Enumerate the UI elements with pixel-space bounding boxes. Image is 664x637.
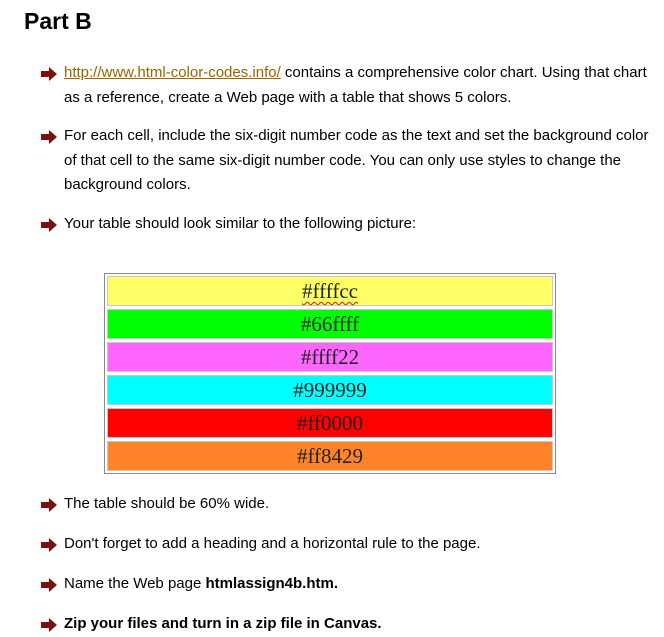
bullet-heading-rule <box>40 532 660 557</box>
bullet-4-text: The table should be 60% wide. <box>64 495 270 512</box>
arrow-bullet-icon <box>40 498 58 512</box>
bullet-cell-instructions <box>40 124 660 198</box>
bullet-table-picture <box>40 212 660 237</box>
arrow-bullet-icon <box>40 130 58 144</box>
color-row <box>107 441 553 471</box>
bullet-1-text: contains a comprehensive color chart. Using that chart as a reference, create a Web page with a table that shows 5 colors. <box>64 64 647 106</box>
arrow-bullet-icon <box>40 618 58 632</box>
arrow-bullet-icon <box>40 538 58 552</box>
color-code: #66ffff <box>300 312 360 336</box>
color-row <box>107 375 553 405</box>
color-row <box>107 408 553 438</box>
color-code: #999999 <box>293 378 367 402</box>
color-code: #ff8429 <box>296 444 364 468</box>
color-code: #ffff22 <box>300 345 360 369</box>
bullet-3-text: Your table should look similar to the following picture: <box>64 215 417 232</box>
page-title: Part B <box>24 8 92 34</box>
bullet-zip-submit <box>40 612 660 637</box>
color-row <box>107 276 553 306</box>
color-code: #ffffcc <box>302 279 358 303</box>
bullet-filename <box>40 572 660 597</box>
bullet-5-text: Don't forget to add a heading and a horizontal rule to the page. <box>64 535 481 552</box>
bullet-7-text: Zip your files and turn in a zip file in Canvas. <box>64 615 382 632</box>
bullet-table-width <box>40 492 660 517</box>
filename: htmlassign4b.htm. <box>205 575 339 592</box>
bullet-6-prefix: Name the Web page <box>64 575 206 592</box>
arrow-bullet-icon <box>40 67 58 81</box>
color-codes-link[interactable]: http://www.html-color-codes.info/ <box>64 64 281 81</box>
arrow-bullet-icon <box>40 578 58 592</box>
color-row <box>107 342 553 372</box>
color-table <box>104 273 556 474</box>
arrow-bullet-icon <box>40 218 58 232</box>
color-code: #ff0000 <box>296 411 364 435</box>
bullet-2-text: For each cell, include the six-digit number code as the text and set the background color of that cell to the same six-digit number code. You can only use styles to change the background colors. <box>64 127 649 193</box>
color-row <box>107 309 553 339</box>
bullet-color-chart <box>40 61 660 110</box>
